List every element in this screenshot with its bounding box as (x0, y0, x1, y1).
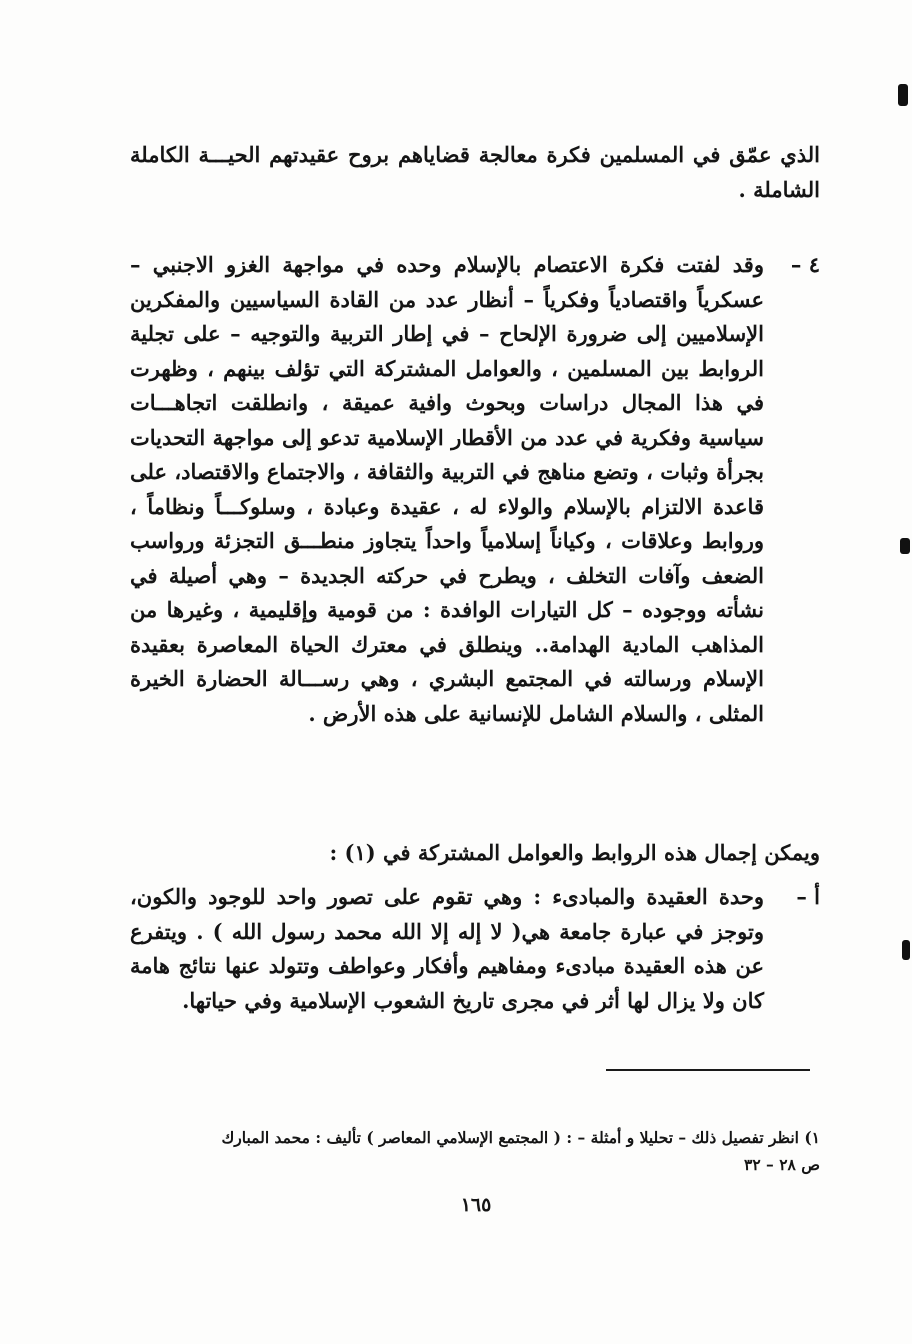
footnote-separator (606, 1069, 810, 1071)
scan-edge-mark (900, 538, 910, 554)
item-4-body (130, 248, 820, 731)
item-a-text: وهي تقوم على تصور واحد للوجود والكون، وتوجز في عبارة جامعة هي( لا إله إلا الله محمد رسول الله ) . ويتفرع عن هذه العقيدة مبادىء ومفاهيم وأفكار وعواطف وتتولد عنها نتائج هامة كان ولا يزال لها أثر في مجرى تاريخ الشعوب الإسلامية وفي حياتها. (130, 884, 764, 1013)
footnote-line-1: ١) انظر تفصيل ذلك – تحليلا و أمثلة – : ( المجتمع الإسلامي المعاصر ) تأليف : محمد المبارك (221, 1128, 820, 1147)
intro-paragraph: الذي عمّق في المسلمين فكرة معالجة قضاياهم بروح عقيدتهم الحيـــة الكاملة الشاملة . (130, 142, 820, 202)
item-a-paragraph (130, 880, 820, 1018)
item-a-letter: أ – (796, 884, 820, 909)
page-number: ١٦٥ (460, 1194, 492, 1216)
scan-edge-mark (902, 940, 910, 960)
item-4-text: وقد لفتت فكرة الاعتصام بالإسلام وحده في مواجهة الغزو الاجنبي – عسكرياً واقتصادياً وفكرياً – أنظار عدد من القادة السياسيين والمفكرين الإسلاميين إلى ضرورة الإلحاح – في إطار التربية والتوجيه – على تجلية الروابط بين المسلمين ، والعوامل المشتركة التي تؤلف بينهم ، وظهرت في هذا المجال دراسات وبحوث وافية عميقة ، وانطلقت اتجاهـــات سياسية وفكرية في عدد من الأقطار الإسلامية تدعو إلى مواجهة التحديات بجرأة وثبات ، وتضع مناهج في التربية والثقافة ، والاجتماع والاقتصاد، على قاعدة الالتزام بالإسلام والولاء له ، عقيدة وعبادة ، وسلوكـــاً ونظاماً ، وروابط وعلاقات ، وكياناً إسلامياً واحداً يتجاوز منطـــق التجزئة ورواسب الضعف وآفات التخلف ، ويطرح في حركته الجديدة – وهي أصيلة في نشأته ووجوده – كل التيارات الوافدة : من قومية وإقليمية ، وغيرها من المذاهب المادية الهدامة.. وينطلق في معترك الحياة المعاصرة بعقيدة الإسلام ورسالته في المجتمع البشري ، وهي رســـالة الحضارة الخيرة المثلى ، والسلام الشامل للإنسانية على هذه الأرض . (130, 252, 764, 726)
summary-sentence: ويمكن إجمال هذه الروابط والعوامل المشتركة في (١) : (329, 840, 820, 865)
item-a-body (130, 880, 820, 1018)
item-4-number: ٤ – (790, 252, 820, 277)
scan-edge-mark (898, 84, 908, 106)
footnote (130, 1124, 820, 1178)
item-4-paragraph (130, 248, 820, 731)
footnote-line-2: ص ٢٨ – ٣٢ (744, 1155, 820, 1174)
item-a-title: وحدة العقيدة والمبادىء : (533, 884, 764, 909)
